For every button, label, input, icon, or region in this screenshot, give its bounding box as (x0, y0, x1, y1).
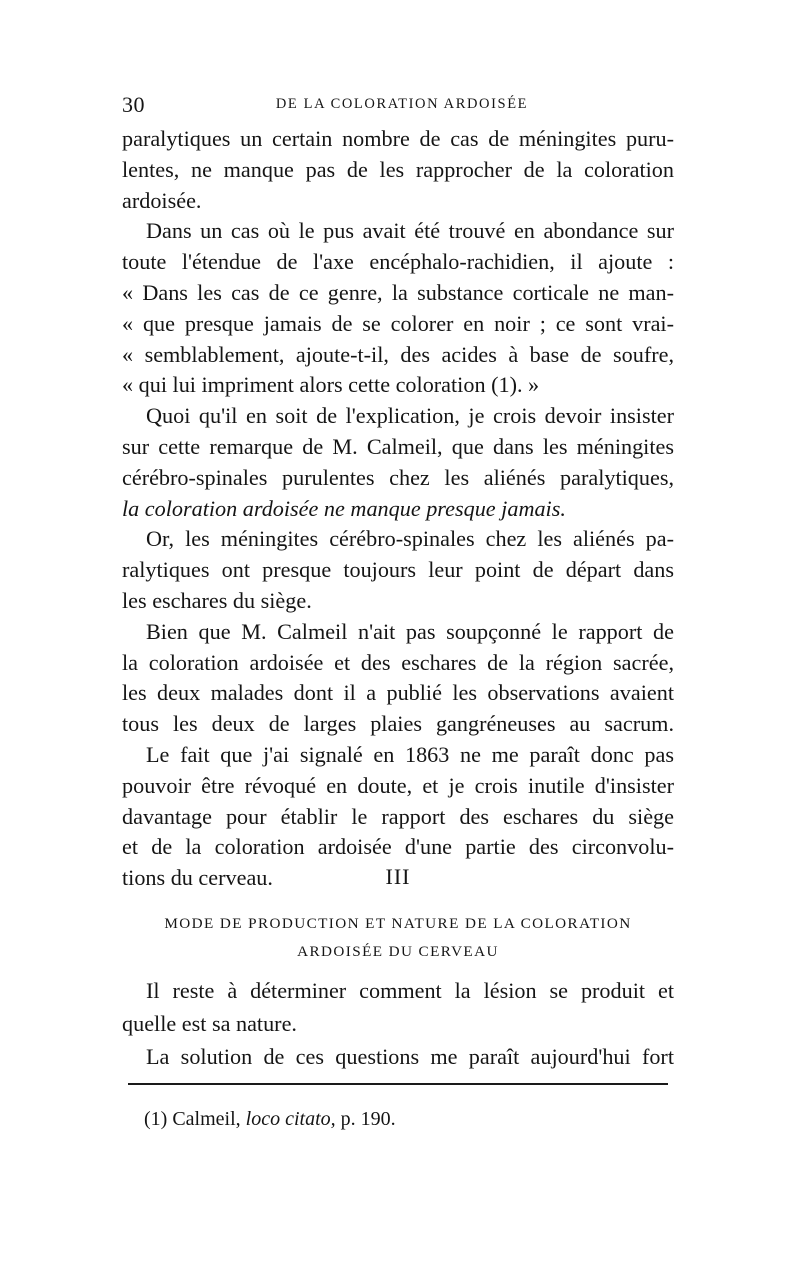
text-line: « que presque jamais de se colorer en noir ; ce sont vrai- (122, 310, 674, 336)
text-line: Quoi qu'il en soit de l'explication, je crois devoir insister (146, 403, 674, 429)
section-title-line: MODE DE PRODUCTION ET NATURE DE LA COLORATION (164, 915, 632, 932)
text-line: cérébro-spinales purulentes chez les aliénés paralytiques, (122, 464, 674, 490)
text-line: toute l'étendue de l'axe encéphalo-rachidien, il ajoute : (122, 249, 674, 275)
text-line: tions du cerveau. (122, 865, 273, 891)
text-line: et de la coloration ardoisée d'une partie des circonvolu- (122, 834, 674, 860)
footnote-author: Calmeil, (172, 1108, 241, 1130)
text-line: quelle est sa nature. (122, 1011, 297, 1036)
text-line: Le fait que j'ai signalé en 1863 ne me paraît donc pas (146, 741, 674, 767)
text-line: lentes, ne manque pas de les rapprocher de la coloration (122, 156, 674, 182)
text-line: Bien que M. Calmeil n'ait pas soupçonné le rapport de (146, 618, 674, 644)
text-line: La solution de ces questions me paraît aujourd'hui fort (146, 1044, 674, 1069)
page-number: 30 (122, 92, 145, 117)
footnote-rule (128, 1083, 668, 1085)
text-line-italic (122, 494, 674, 525)
text-line: ralytiques ont presque toujours leur point de départ dans (122, 557, 674, 583)
footnote-page: p. 190. (340, 1108, 396, 1130)
section-title (122, 910, 674, 966)
footnote-marker: (1) (144, 1108, 168, 1130)
italic-emphasis: la coloration ardoisée ne manque presque jamais. (122, 495, 566, 521)
text-line: paralytiques un certain nombre de cas de méningites puru- (122, 126, 674, 151)
text-line: « Dans les cas de ce genre, la substance corticale ne man- (122, 279, 674, 305)
text-line: « qui lui impriment alors cette coloration (1). » (122, 372, 540, 398)
text-line: la coloration ardoisée et des eschares de la région sacrée, (122, 649, 674, 675)
text-line: les deux malades dont il a publié les observations avaient (122, 680, 674, 706)
text-line: « semblablement, ajoute-t-il, des acides à base de soufre, (122, 341, 674, 367)
footnote (144, 1108, 396, 1131)
text-line: davantage pour établir le rapport des eschares du siège (122, 803, 674, 829)
section-title-line: ARDOISÉE DU CERVEAU (297, 943, 499, 960)
text-line: tous les deux de larges plaies gangréneuses au sacrum. (122, 711, 674, 737)
page-header (122, 92, 682, 120)
text-line: sur cette remarque de M. Calmeil, que dans les méningites (122, 433, 674, 459)
text-line: les eschares du siège. (122, 587, 312, 613)
text-line: Or, les méningites cérébro-spinales chez les aliénés pa- (146, 526, 674, 552)
text-line: ardoisée. (122, 187, 202, 213)
main-text (122, 124, 674, 894)
section-text (122, 974, 674, 1073)
text-line: pouvoir être révoqué en doute, et je crois inutile d'insister (122, 772, 674, 798)
text-line: Il reste à déterminer comment la lésion se produit et (146, 978, 674, 1003)
section-number: III (385, 864, 411, 889)
running-head: DE LA COLORATION ARDOISÉE (275, 96, 529, 112)
footnote-reference: loco citato, (245, 1108, 336, 1130)
text-line: Dans un cas où le pus avait été trouvé en abondance sur (146, 218, 674, 244)
